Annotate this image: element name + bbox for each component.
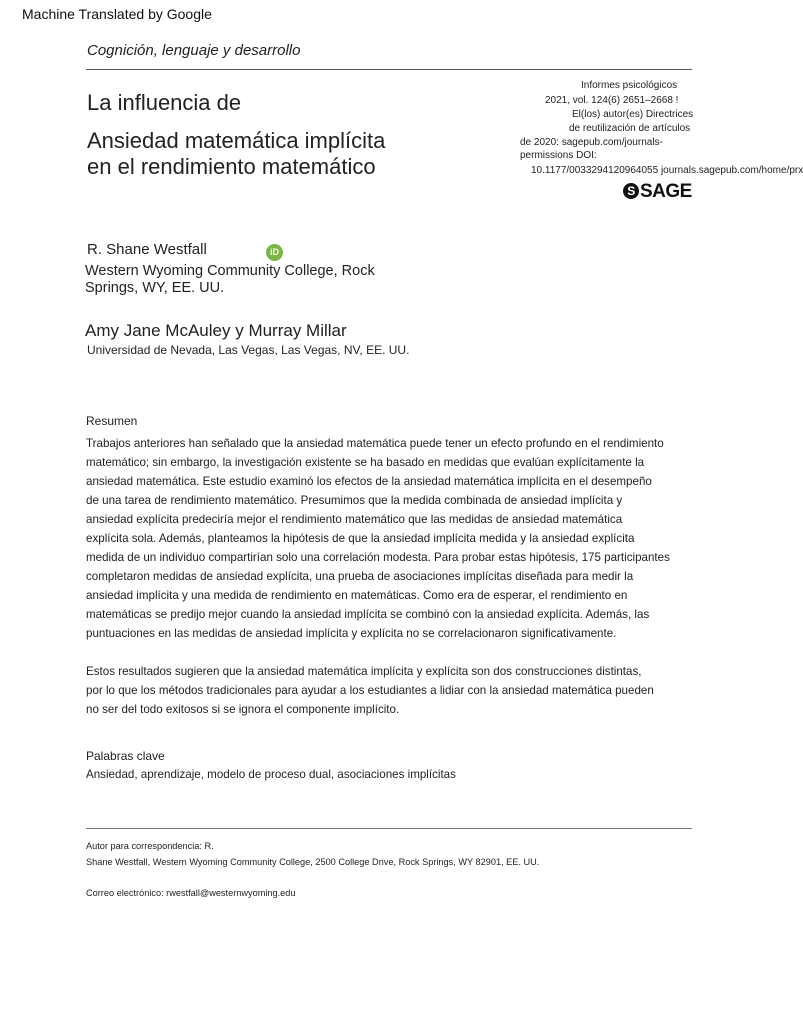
author-first-affiliation-line-1: Western Wyoming Community College, Rock xyxy=(85,263,375,279)
abstract-line: Trabajos anteriores han señalado que la ansiedad matemática puede tener un efecto profundo en el rendimiento xyxy=(86,437,664,450)
abstract-heading: Resumen xyxy=(86,414,138,428)
abstract-line: completaron medidas de ansiedad explícita, una prueba de asociaciones implícitas diseñada para medir la xyxy=(86,570,634,583)
correspondence-email[interactable]: Correo electrónico: rwestfall@westernwyoming.edu xyxy=(86,888,296,898)
abstract-line: de una tarea de rendimiento matemático. Presumimos que la medida combinada de ansiedad implícita y xyxy=(86,494,623,507)
abstract-line: no ser del todo exitosos si se ignora el componente implícito. xyxy=(86,703,400,716)
correspondence-line-2: Shane Westfall, Western Wyoming Community College, 2500 College Drive, Rock Springs, WY 82901, EE. UU. xyxy=(86,857,540,867)
author-first: R. Shane Westfall xyxy=(87,241,207,258)
doi-label: permissions DOI: xyxy=(520,150,597,161)
doi-link[interactable]: 10.1177/0033294120964055 journals.sagepub.com/home/prx xyxy=(531,165,803,176)
article-title-line-2: Ansiedad matemática implícita xyxy=(87,128,386,153)
abstract-line: ansiedad explícita predeciría mejor el rendimiento matemático que las medidas de ansiedad matemática xyxy=(86,513,623,526)
abstract-line: puntuaciones en las medidas de ansiedad implícita y explícita no se correlacionaron significativamente. xyxy=(86,627,617,640)
abstract-line: explícita sola. Además, planteamos la hipótesis de que la ansiedad implícita medida y la ansiedad explícita xyxy=(86,532,635,545)
reuse-guidelines-line-1: El(los) autor(es) Directrices xyxy=(572,109,694,120)
abstract-line: ansiedad implícita y una medida de rendimiento en matemáticas. Como era de esperar, el rendimiento en xyxy=(86,589,628,602)
permissions-link[interactable]: de 2020: sagepub.com/journals- xyxy=(520,137,663,148)
orcid-icon[interactable]: iD xyxy=(266,244,283,261)
sage-logo-icon: S xyxy=(623,183,639,199)
correspondence-line-1: Autor para correspondencia: R. xyxy=(86,841,214,851)
machine-translation-banner: Machine Translated by Google xyxy=(22,6,212,22)
journal-volume: 2021, vol. 124(6) 2651–2668 ! xyxy=(545,95,679,106)
abstract-line: matemático; sin embargo, la investigación existente se ha basado en medidas que evalúan explícitamente la xyxy=(86,456,645,469)
header-rule xyxy=(86,69,692,70)
keywords-heading: Palabras clave xyxy=(86,749,165,763)
journal-section-label: Cognición, lenguaje y desarrollo xyxy=(87,42,301,59)
footnote-rule xyxy=(86,828,692,829)
abstract-line: Estos resultados sugieren que la ansiedad matemática implícita y explícita son dos construcciones distintas, xyxy=(86,665,642,678)
sage-logo xyxy=(623,181,692,203)
author-first-affiliation-line-2: Springs, WY, EE. UU. xyxy=(85,280,225,296)
abstract-line: matemáticas se predijo mejor cuando la ansiedad implícita se combinó con la ansiedad explícita. Además, las xyxy=(86,608,650,621)
abstract-line: medida de un individuo compartirían solo una correlación modesta. Para probar estas hipótesis, 175 participantes xyxy=(86,551,670,564)
author-second-affiliation: Universidad de Nevada, Las Vegas, Las Vegas, NV, EE. UU. xyxy=(87,343,410,357)
reuse-guidelines-line-2: de reutilización de artículos xyxy=(569,123,691,134)
abstract-line: ansiedad matemática. Este estudio examinó los efectos de la ansiedad matemática implícita en el desempeño xyxy=(86,475,652,488)
journal-name: Informes psicológicos xyxy=(581,80,678,91)
sage-logo-text: SAGE xyxy=(640,181,692,202)
article-title-line-3: en el rendimiento matemático xyxy=(87,154,376,179)
article-title-line-1: La influencia de xyxy=(87,90,242,115)
keywords-text: Ansiedad, aprendizaje, modelo de proceso dual, asociaciones implícitas xyxy=(86,768,456,781)
author-second: Amy Jane McAuley y Murray Millar xyxy=(85,321,347,340)
abstract-line: por lo que los métodos tradicionales para ayudar a los estudiantes a lidiar con la ansiedad matemática pueden xyxy=(86,684,654,697)
